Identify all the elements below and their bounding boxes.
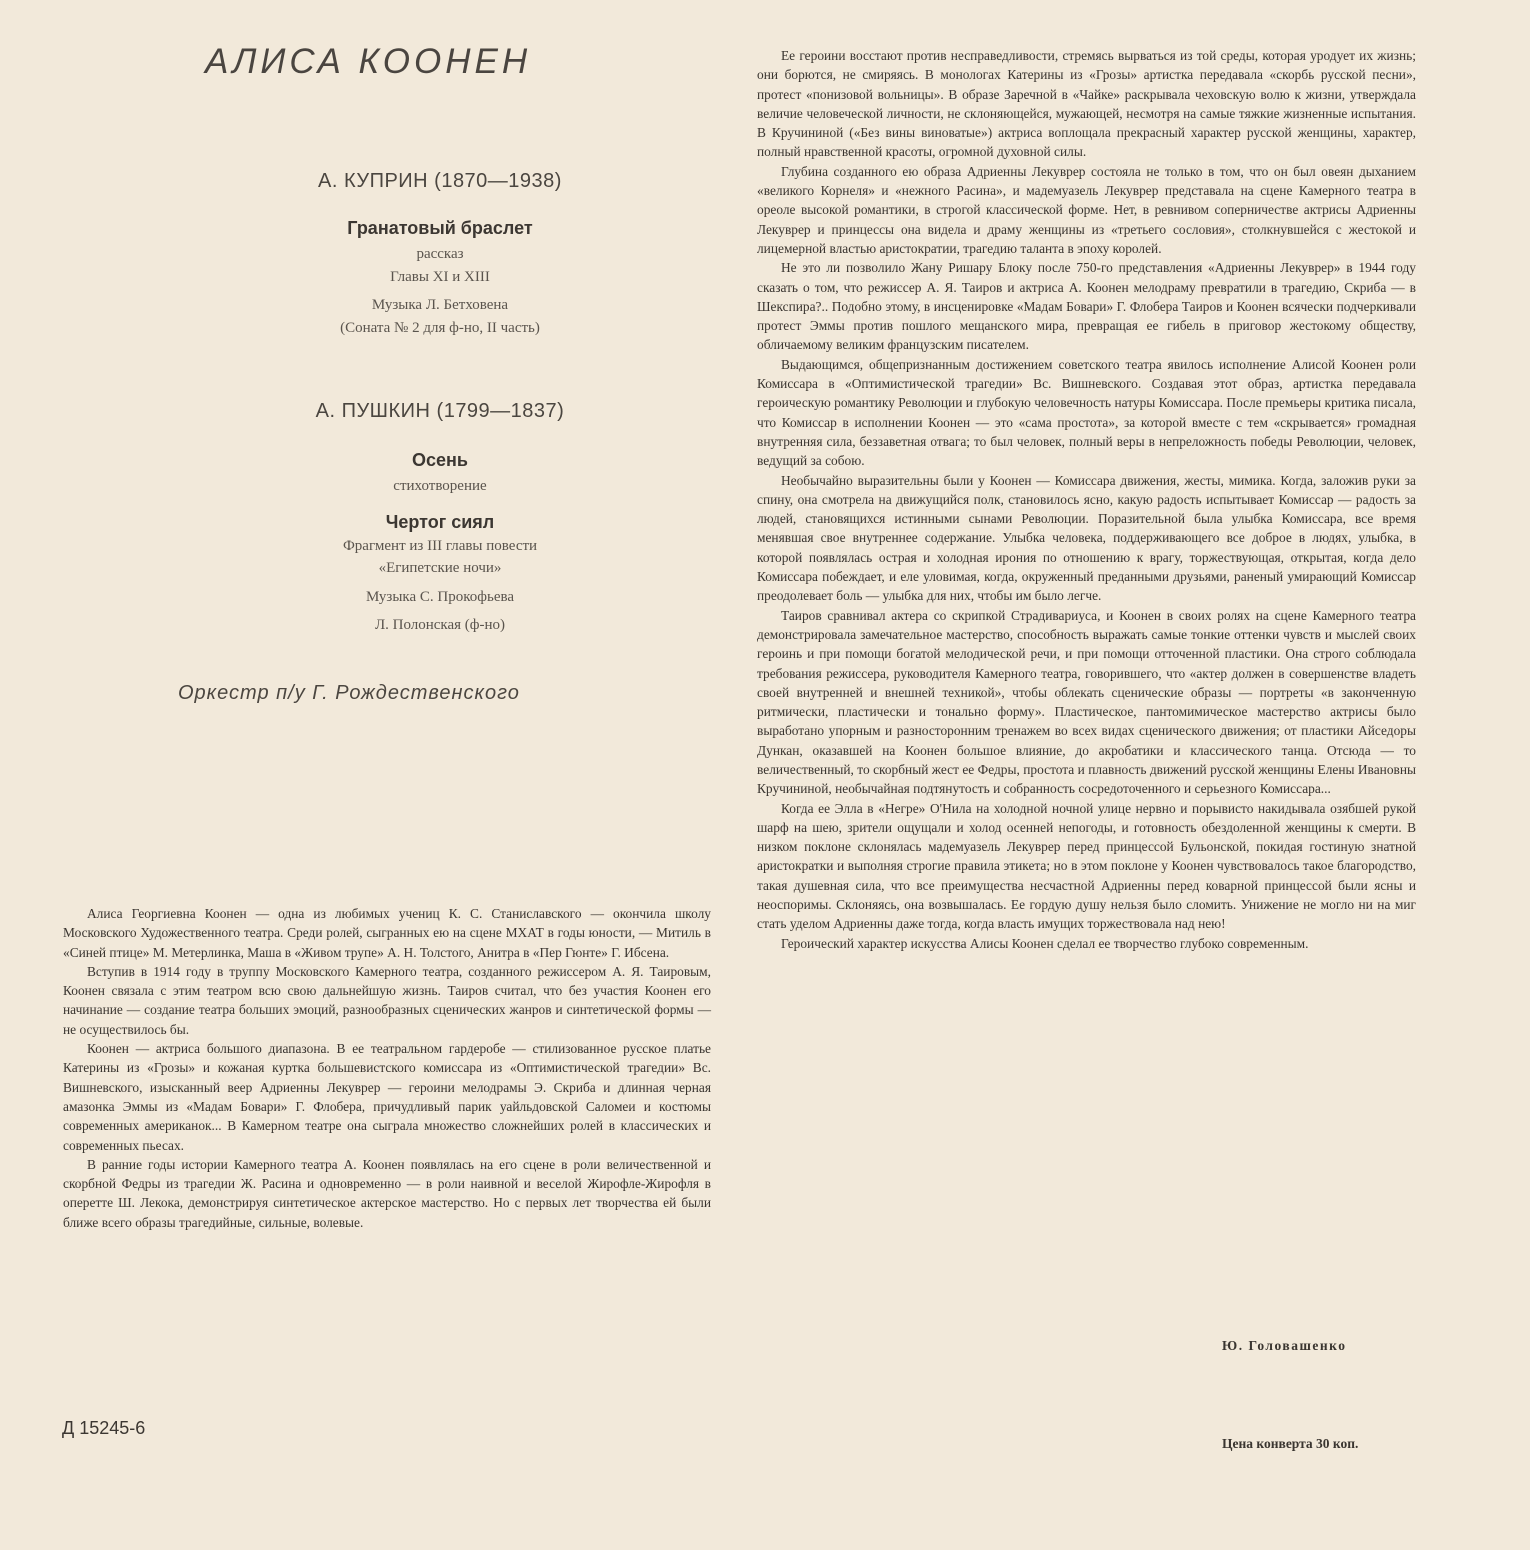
program-kuprin-work (120, 218, 760, 339)
essay-paragraph: Не это ли позволило Жану Ришару Блоку после 750-го представления «Адриенны Лекуврер» в 1944 году сказать о том, что режиссер А. Я. Таиров и актриса А. Коонен мелодраму превратили в трагедию, Скриба — в Шекспира?.. Подобно этому, в инсценировке «Мадам Бовари» Г. Флобера Таиров и Коонен всячески подчеркивали протест Эммы против пошлого мещанского мира, превращая ее гибель в приговор жестокому обществу, обличаемому великим французским писателем. (757, 260, 1416, 353)
orchestra-credit: Оркестр п/у Г. Рождественского (178, 682, 520, 704)
essay-paragraph: Коонен — актриса большого диапазона. В ее театральном гардеробе — стилизованное русское платье Катерины из «Грозы» и кожаная куртка большевистского комиссара из «Оптимистической трагедии» Вс. Вишневского, изысканный веер Адриенны Лекуврер — героини мелодрамы Э. Скриба и длинная черная амазонка Эммы из «Мадам Бовари» Г. Флобера, причудливый парик уайльдовской Саломеи и костюмы современных американок... В Камерном театре она сыграла множество сложнейших ролей в классических и современных пьесах. (63, 1041, 711, 1153)
essay-paragraph: В ранние годы истории Камерного театра А. Коонен появлялась на его сцене в роли величественной и скорбной Федры из трагедии Ж. Расина и одновременно — в роли наивной и веселой Жирофле-Жирофля в оперетте Ш. Лекока, демонстрируя синтетическое актерское мастерство. Но с первых лет творчества ей были ближе всего образы трагедийные, сильные, волевые. (63, 1156, 711, 1230)
essay-right-column (757, 46, 1416, 953)
work-detail-fragment: Фрагмент из III главы повести (342, 537, 538, 554)
essay-paragraph: Выдающимся, общепризнанным достижением советского театра явилось исполнение Алисой Коонен роли Комиссара в «Оптимистической трагедии» Вс. Вишневского. Создавая этот образ, артистка передавала героическую романтику Революции и глубокую человечность натуры Комиссара. После премьеры критика писала, что Комиссар в исполнении Коонен — это «сама простота», за которой вместе с тем «скрывается» громадная внутренняя сила, беззаветная отвага; то был человек, полный веры в непреложность победы Революции, человек, ведущий за собою. (757, 356, 1416, 469)
essay-paragraph: Когда ее Элла в «Негре» О'Нила на холодной ночной улице нервно и порывисто накидывала озябшей рукой шарф на шею, зрители ощущали и холод осенней непогоды, и готовность обездоленной женщины к смерти. В низком поклоне склонялась мадемуазель Лекуврер перед принцессой Бульонской, покидая гостиную знатной аристократки и выполняя строгие правила этикета; но в этом поклоне у Коонен чувствовалось такое благородство, такая душевная сила, что все преимущества несчастной Адриенны перед коварной принцессой были ясны и неоспоримы. Склоняясь, она возвышалась. Ее гордую душу нельзя было сломить. Унижение не могло ни на миг стать уделом Адриенны даже тогда, когда власть имущих торжествовала над нею! (757, 800, 1416, 932)
work-genre-poem: стихотворение (393, 478, 487, 494)
work-music-detail: (Соната № 2 для ф-но, II часть) (340, 319, 540, 336)
essay-paragraph: Необычайно выразительны были у Коонен — Комиссара движения, жесты, мимика. Когда, заложив руки за спину, она смотрела на движущийся полк, становилось ясно, какую радость испытывает Комиссар — радость за людей, становящихся истинными сынами Революции. Поразительной была улыбка Комиссара, все время менявшая свое внутреннее содержание. Улыбка человека, поддерживающего все доброе в людях, улыбка, в которой появлялась острая и холодная ирония по отношению к врагу, торжествующая, открытая, когда дело Комиссара побеждает, и еле уловимая, когда, окруженный преданными друзьями, раненый умирающий Комиссар преодолевает боль — улыбка для них, чтобы им было легче. (757, 472, 1416, 604)
essay-left-column (63, 904, 711, 1232)
author-pushkin: А. ПУШКИН (1799—1837) (315, 400, 565, 422)
page-title: АЛИСА КООНЕН (205, 42, 532, 81)
essay-paragraph: Таиров сравнивал актера со скрипкой Страдивариуса, и Коонен в своих ролях на сцене Камерного театра демонстрировала замечательное мастерство, способность выражать самые тонкие оттенки чувств и мыслей своих героинь и при помощи богатой мелодической речи, и при помощи отточенной пластики. Она строго соблюдала требования режиссера, руководителя Камерного театра, говорившего, что «актер должен в совершенстве владеть своей внутренней и внешней техникой», чтобы облекать сценические образы — портреты «в законченную ритмически, пластически и тонально форму». Пластическое, пантомимическое мастерство актрисы было выработано упорным и разносторонним тренажем во всех видах сценического движения; от пластики Айседоры Дункан, оказавшей на Коонен большое влияние, до акробатики и классического танца. Отсюда — то величественный, то скорбный жест ее Федры, простота и плавность движений русской женщины Елены Ивановны Кручининой, необычайная подтянутость и собранность сосредоточенного и серьезного Комиссара... (757, 607, 1416, 797)
essay-paragraph: Алиса Георгиевна Коонен — одна из любимых учениц К. С. Станиславского — окончила школу Московского Художественного театра. Среди ролей, сыгранных ею на сцене МХАТ в годы юности, — Митиль в «Синей птице» М. Метерлинка, Маша в «Живом трупе» А. Н. Толстого, Анитра в «Пер Гюнте» Г. Ибсена. (63, 906, 711, 960)
work-title-autumn: Осень (412, 450, 468, 470)
work-chapters: Главы XI и XIII (390, 268, 490, 285)
essay-paragraph: Вступив в 1914 году в труппу Московского Камерного театра, созданного режиссером А. Я. Таировым, Коонен связала с этим театром всю свою дальнейшую жизнь. Таиров считал, что без участия Коонен его начинание — создание театра больших эмоций, разнообразных сценических жанров и синтетической формы — не осуществилось бы. (63, 963, 711, 1037)
sleeve-price: Цена конверта 30 коп. (1222, 1436, 1359, 1451)
program-kuprin (120, 170, 760, 193)
essay-paragraph: Ее героини восстают против несправедливости, стремясь вырваться из той среды, которая уродует их жизнь; они борются, не смиряясь. В монологах Катерины из «Грозы» артистка передавала «скорбь русской песни», протест «понизовой вольницы». В образе Заречной в «Чайке» раскрывала чеховскую волю к жизни, утверждала величие человеческой личности, не склоняющейся, мужающей, несмотря на самые тяжкие жизненные испытания. В Кручининой («Без вины виноватые») актриса воплощала прекрасный характер русской женщины, характер, полный нравственной красоты, огромной духовной силы. (757, 48, 1416, 160)
program-pushkin-works (120, 450, 760, 637)
author-kuprin: А. КУПРИН (1870—1938) (318, 170, 562, 192)
work-music-prokofiev: Музыка С. Прокофьева (365, 588, 515, 605)
catalog-number: Д 15245-6 (62, 1418, 146, 1438)
program-pushkin (120, 400, 760, 423)
author-signature: Ю. Головашенко (1222, 1338, 1347, 1353)
essay-paragraph: Героический характер искусства Алисы Коонен сделал ее творчество глубоко современным. (781, 935, 1309, 951)
work-music: Музыка Л. Бетховена (371, 297, 509, 313)
work-title-garnet-bracelet: Гранатовый браслет (347, 218, 533, 238)
work-title-chertog: Чертог сиял (385, 511, 495, 532)
work-detail-egyptian-nights: «Египетские ночи» (378, 560, 502, 576)
work-genre: рассказ (416, 246, 464, 262)
essay-paragraph: Глубина созданного ею образа Адриенны Лекуврер состояла не только в том, что он был овеян дыханием «великого Корнеля» и «нежного Расина», и мадемуазель Лекуврер представала на сцене Камерного театра в ореоле высокой романтики, в строгой классической форме. Нет, в ревнивом соперничестве актрисы Адриенны Лекуврер и принцессы она видела и драму женщины из «третьего сословия», столкнувшейся с жестокой и лицемерной властью аристократии, трагедию таланта в эпоху королей. (757, 163, 1416, 256)
work-pianist: Л. Полонская (ф-но) (374, 617, 506, 633)
